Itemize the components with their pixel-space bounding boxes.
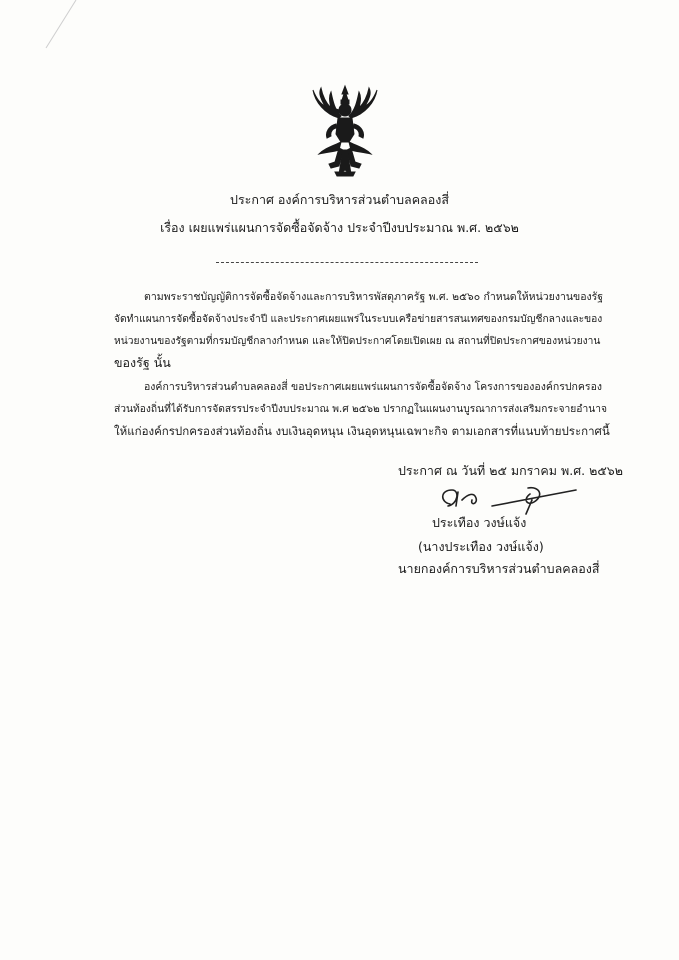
paragraph-1 bbox=[114, 286, 610, 374]
paragraph-line: ให้แก่องค์กรปกครองส่วนท้องถิ่น งบเงินอุดหนุน เงินอุดหนุนเฉพาะกิจ ตามเอกสารที่แนบท้ายประกาศนี้ bbox=[114, 424, 610, 438]
paragraph-line: ของรัฐ นั้น bbox=[114, 355, 171, 370]
paragraph-line: จัดทำแผนการจัดซื้อจัดจ้างประจำปี และประกาศเผยแพร่ในระบบเครือข่ายสารสนเทศของกรมบัญชีกลางและของ bbox=[114, 313, 603, 325]
paragraph-line: องค์การบริหารส่วนตำบลคลองสี่ ขอประกาศเผยแพร่แผนการจัดซื้อจัดจ้าง โครงการขององค์กรปกครอง bbox=[144, 381, 603, 393]
signer-title: นายกองค์การบริหารส่วนตำบลคลองสี่ bbox=[398, 561, 600, 576]
signer-name: ประเทือง วงษ์แจ้ง bbox=[432, 515, 527, 530]
paragraph-line: หน่วยงานของรัฐตามที่กรมบัญชีกลางกำหนด และให้ปิดประกาศโดยเปิดเผย ณ สถานที่ปิดประกาศของหน่วยงาน bbox=[114, 335, 601, 347]
announcement-date: ประกาศ ณ วันที่ ๒๕ มกราคม พ.ศ. ๒๕๖๒ bbox=[398, 463, 623, 478]
paragraph-line: ตามพระราชบัญญัติการจัดซื้อจัดจ้างและการบริหารพัสดุภาครัฐ พ.ศ. ๒๕๖๐ กำหนดให้หน่วยงานของรัฐ bbox=[144, 291, 604, 303]
announcement-heading: ประกาศ องค์การบริหารส่วนตำบลคลองสี่ bbox=[230, 192, 449, 207]
garuda-emblem-icon bbox=[305, 84, 385, 180]
signer-full-name: (นางประเทือง วงษ์แจ้ง) bbox=[418, 539, 544, 554]
scan-crease-mark bbox=[40, 0, 100, 60]
paragraph-2 bbox=[114, 376, 610, 442]
paragraph-line: ส่วนท้องถิ่นที่ได้รับการจัดสรรประจำปีงบประมาณ พ.ศ ๒๕๖๒ ปรากฏในแผนงานบูรณาการส่งเสริมกระจายอำนาจ bbox=[114, 403, 607, 415]
dashed-divider bbox=[216, 262, 478, 263]
subject-heading: เรื่อง เผยแพร่แผนการจัดซื้อจัดจ้าง ประจำปีงบประมาณ พ.ศ. ๒๕๖๒ bbox=[160, 220, 519, 235]
handwritten-signature bbox=[432, 482, 582, 516]
